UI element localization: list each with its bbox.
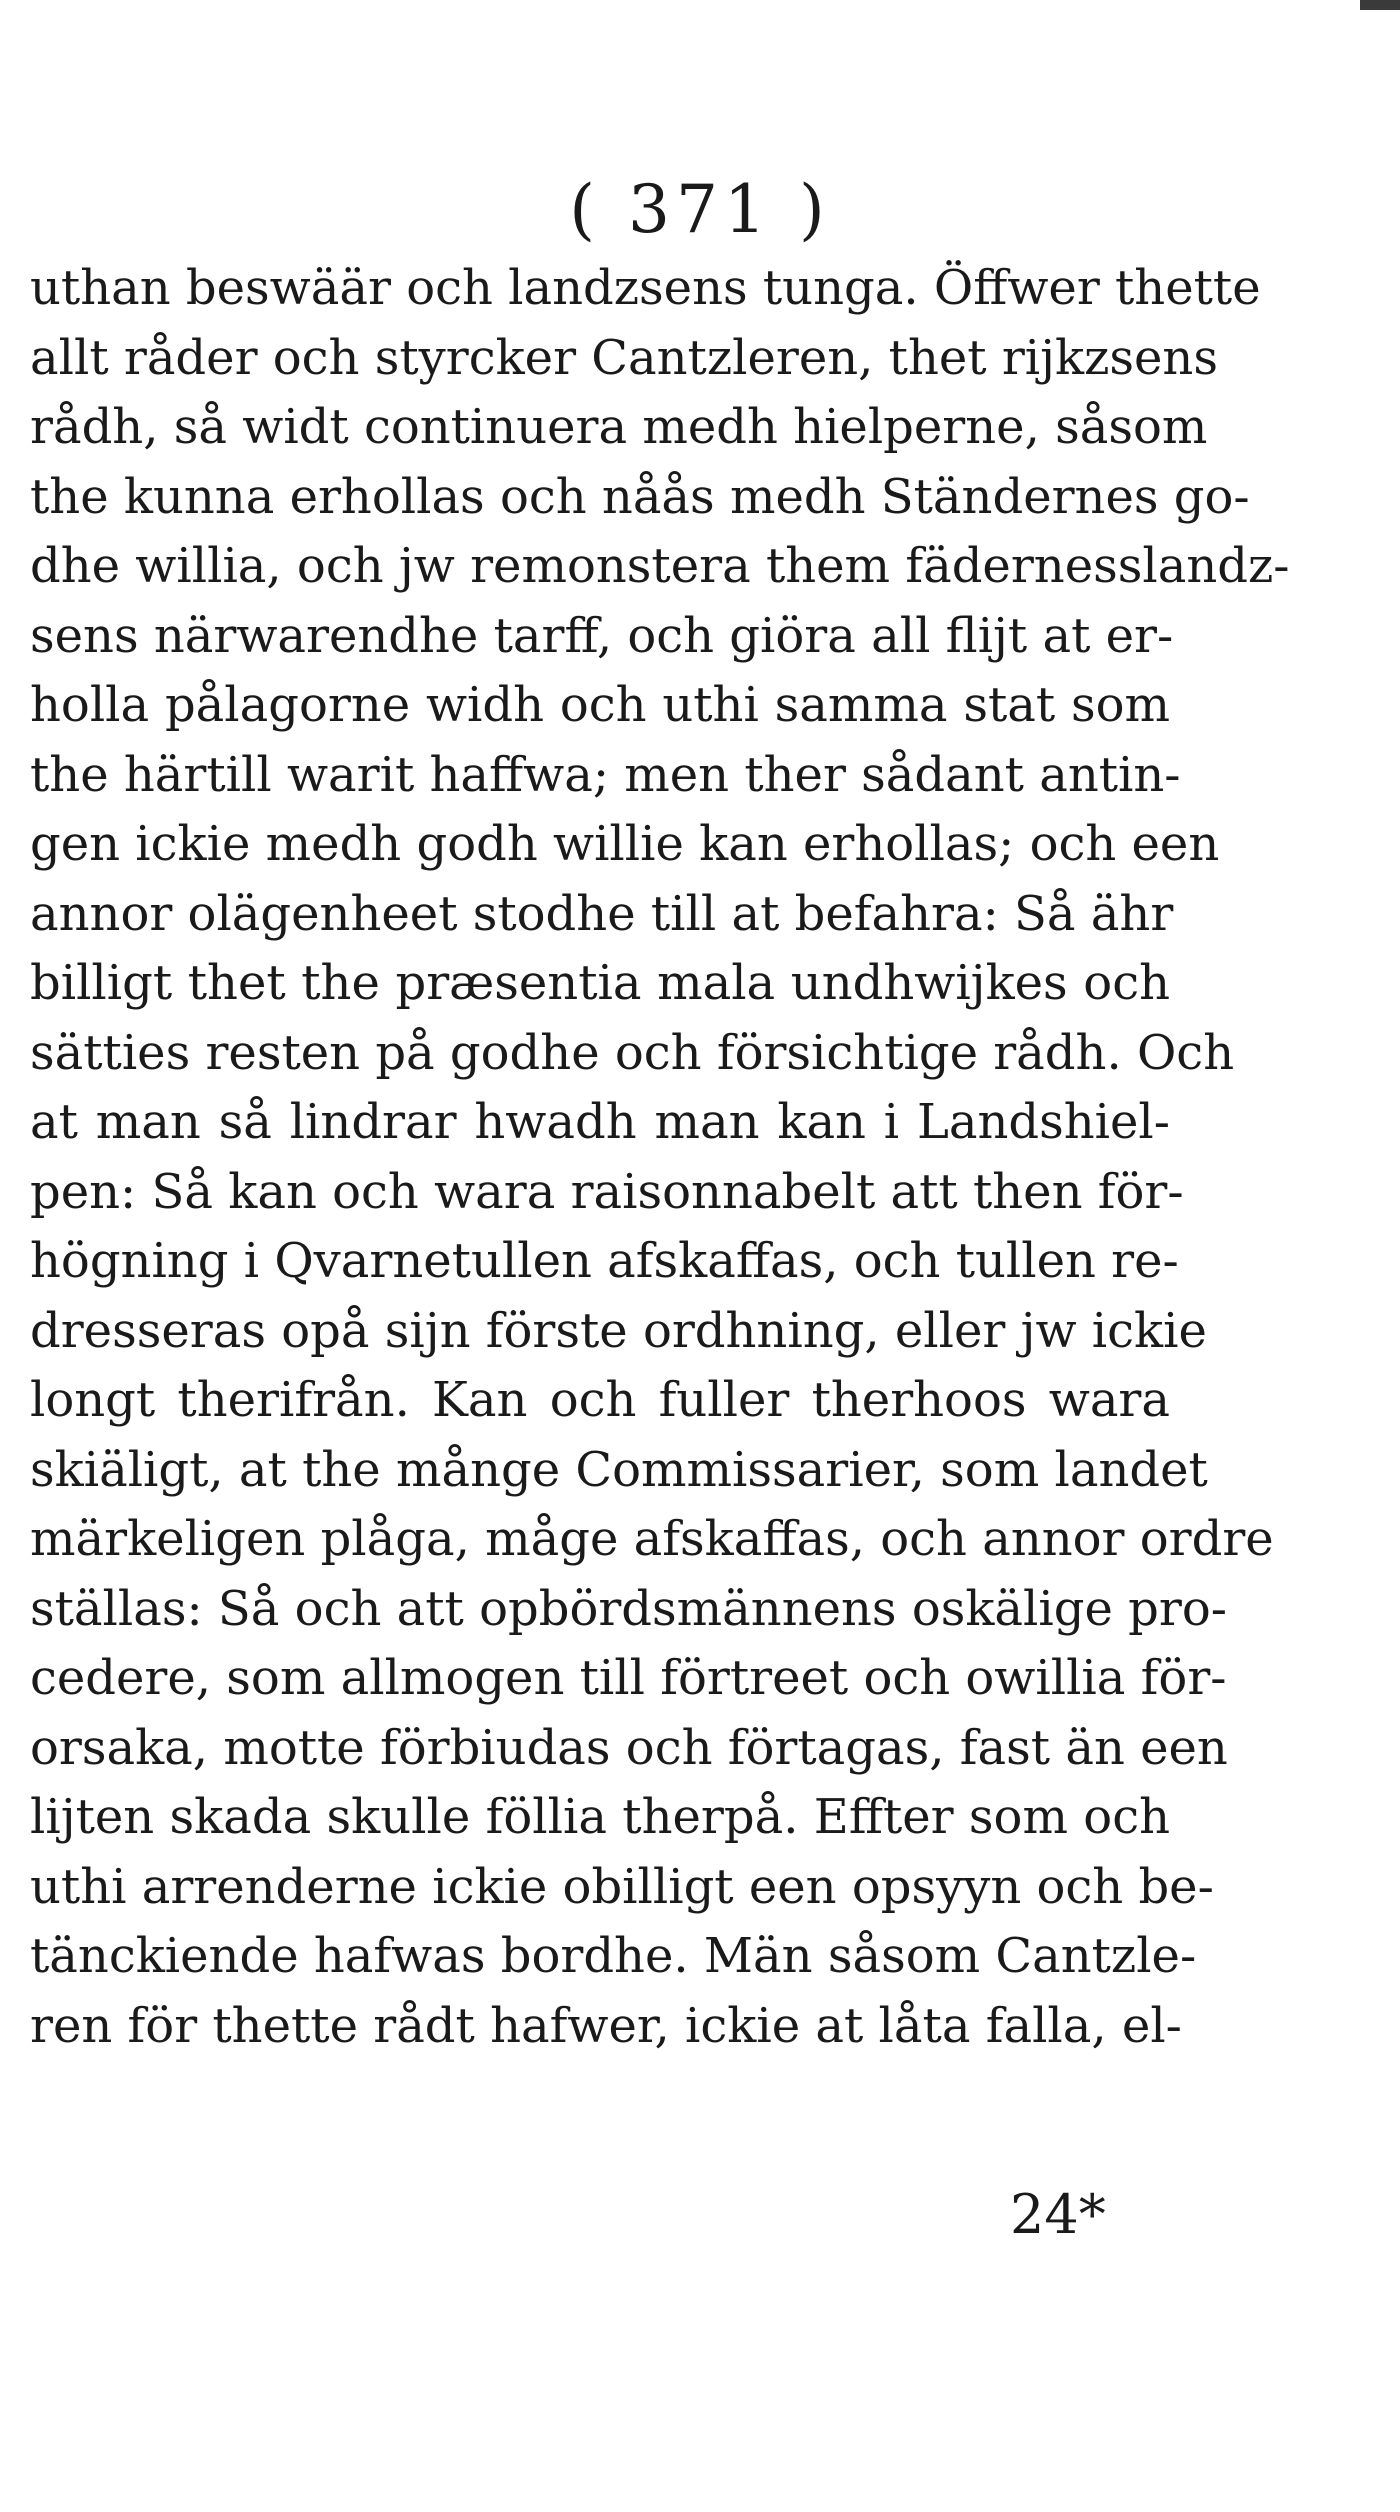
text-line: the härtill warit haffwa; men ther sådant antin-: [30, 746, 1181, 803]
text-line: tänckiende hafwas bordhe. Män såsom Cantzle-: [30, 1928, 1197, 1984]
text-line: orsaka, motte förbiudas och förtagas, fast än een: [30, 1719, 1228, 1776]
text-line: gen ickie medh godh willie kan erhollas; och een: [30, 816, 1220, 872]
text-line: rådh, så widt continuera medh hielperne, såsom: [30, 399, 1208, 455]
text-line: sens närwarendhe tarff, och giöra all flijt at er-: [30, 607, 1174, 664]
text-line: skiäligt, at the månge Commissarier, som landet: [30, 1441, 1208, 1498]
body-text: [30, 254, 1290, 2061]
text-line: sätties resten på godhe och försichtige rådh. Och: [30, 1024, 1235, 1081]
text-line: dhe willia, och jw remonstera them fädernesslandz-: [30, 538, 1290, 594]
text-line: at man så lindrar hwadh man kan i Landshiel-: [30, 1094, 1170, 1150]
text-line: allt råder och styrcker Cantzleren, thet rijkzsens: [30, 329, 1218, 386]
text-line: billigt thet the præsentia mala undhwijkes och: [30, 955, 1170, 1011]
text-line: holla pålagorne widh och uthi samma stat som: [30, 677, 1170, 733]
page-edge-mark: [1360, 0, 1400, 10]
text-line: longt therifrån. Kan och fuller therhoos wara: [30, 1372, 1170, 1428]
signature-mark: 24*: [1010, 2183, 1106, 2246]
text-line: ställas: Så och att opbördsmännens oskälige pro-: [30, 1580, 1227, 1637]
text-line: pen: Så kan och wara raisonnabelt att then för-: [30, 1163, 1184, 1220]
text-line: the kunna erhollas och nåås medh Ständernes go-: [30, 468, 1250, 525]
text-line: ren för thette rådt hafwer, ickie at låta falla, el-: [30, 1997, 1182, 2054]
text-line: uthan beswäär och landzsens tunga. Öffwer thette: [30, 260, 1261, 316]
text-line: lijten skada skulle föllia therpå. Effter som och: [30, 1789, 1170, 1845]
text-line: annor olägenheet stodhe till at befahra: Så ähr: [30, 885, 1174, 942]
text-line: märkeligen plåga, måge afskaffas, och annor ordre: [30, 1511, 1274, 1567]
text-line: dresseras opå sijn förste ordhning, eller jw ickie: [30, 1302, 1207, 1359]
text-line: cedere, som allmogen till förtreet och owillia för-: [30, 1650, 1227, 1706]
text-line: uthi arrenderne ickie obilligt een opsyyn och be-: [30, 1858, 1214, 1915]
text-line: högning i Qvarnetullen afskaffas, och tullen re-: [30, 1233, 1179, 1289]
page-number: ( 371 ): [569, 171, 831, 248]
